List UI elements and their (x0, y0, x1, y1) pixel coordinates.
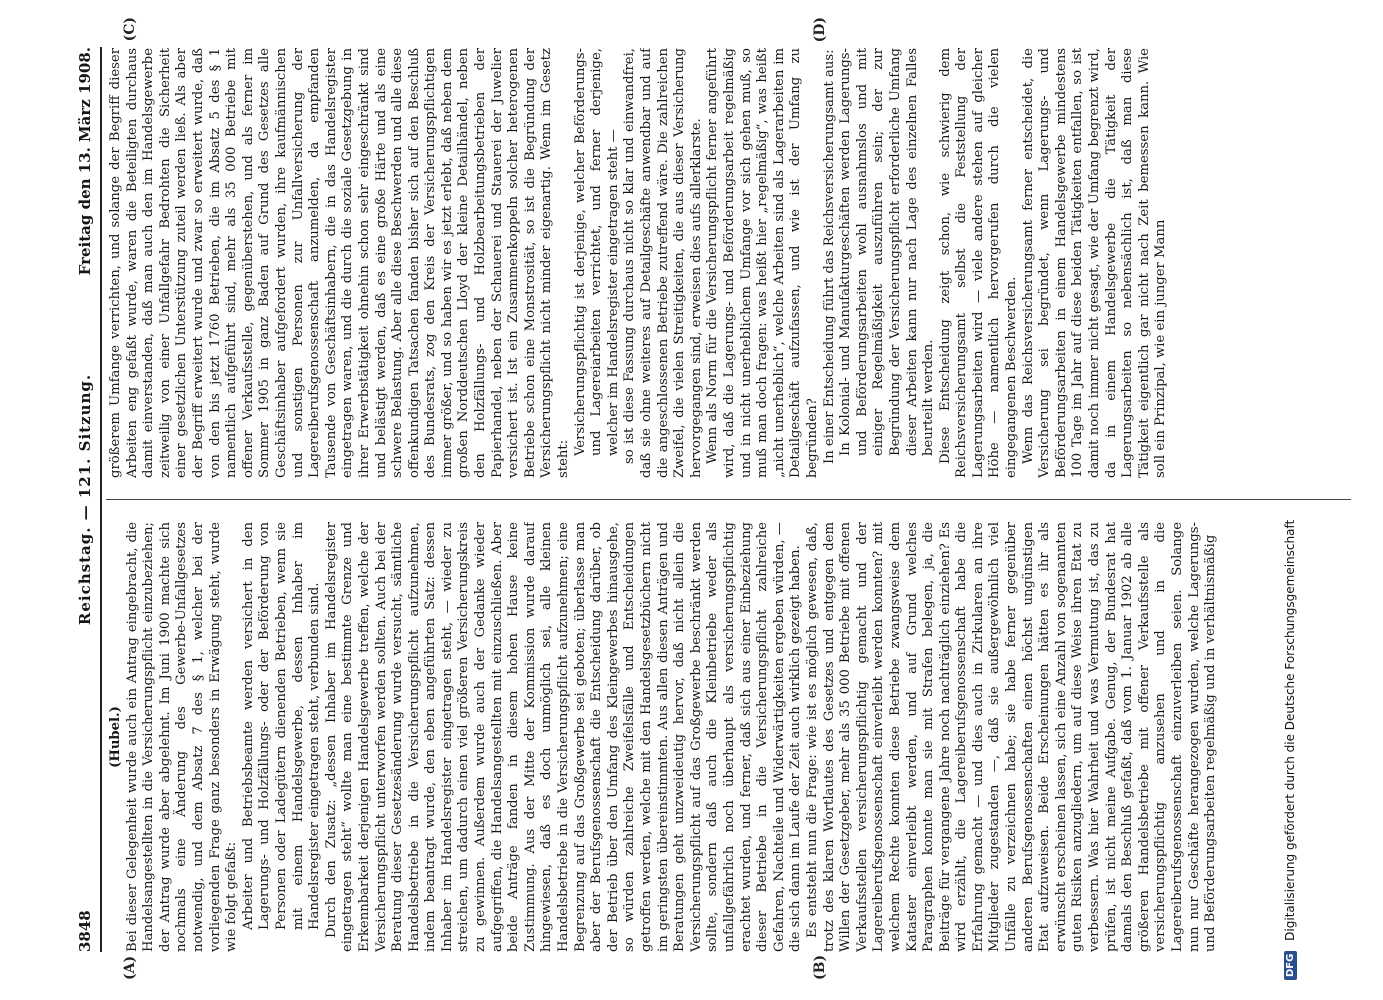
paragraph: Bei dieser Gelegenheit wurde auch ein Antrag eingebracht, die Handelsangestellten in die Versicherungspflicht einzubeziehen; der Antrag wurde aber abgelehnt. Im Juni 1900 machte sich nochmals eine Änderung des Gewerbe-Unfallgesetzes notwendig, und dem Absatz 7 des § 1, welcher bei der vorliegenden Frage ganz besonders in Erwägung steht, wurde wie folgt gefaßt: (124, 522, 240, 952)
paragraph: Diese Entscheidung zeigt schon, wie schwierig dem Reichsversicherungsamt selbst die Feststellung der Lagerungsarbeiten wird — viele andere stehen auf gleicher Höhe — namentlich hervorgerufen durch die vielen eingegangenen Beschwerden. (937, 48, 1020, 478)
quoted-law-text: Versicherungspflichtig ist derjenige, welcher Beförderungs- und Lagereiarbeiten verrichtet, und ferner derjenige, welcher im Handelsregister eingetragen steht — (572, 48, 621, 456)
digitization-credit (1283, 20, 1305, 980)
quoted-decision-text: In Kolonial- und Manufakturgeschäften werden Lagerungs- und Beförderungsarbeiten wohl ausnahmslos und mit einiger Regelmäßigkeit auszuführen sein; der zur Begründung der Versicherungspflicht erforderliche Umfang dieser Arbeiten kann nur nach Lage des einzelnen Falles beurteilt werden. (838, 48, 937, 456)
margin-marker-a: (A) (122, 955, 138, 980)
dfg-logo: DFG (1284, 951, 1297, 980)
left-column (108, 519, 1348, 952)
paragraph: größerem Umfange verrichten, und solange der Begriff dieser Arbeiten eng gefaßt wurde, waren die Beteiligten durchaus damit einverstanden, daß man auch den im Handelsgewerbe zeitweilig von einer Unfallgefahr Bedrohten die Sicherheit einer gesetzlichen Unterstützung zuteil werden ließ. Als aber der Begriff erweitert wurde und zwar so erweitert wurde, daß von den bis jetzt 1760 Betrieben, die im Absatz 5 des § 1 namentlich aufgeführt sind, mehr als 35 000 Betriebe mit offener Verkaufsstelle, gegenüberstehen, und als ferner im Sommer 1905 in ganz Baden auf Grund des Gesetzes alle Geschäftsinhaber aufgefordert wurden, ihre kaufmännischen und sonstigen Personen zur Unfallversicherung der Lagereiberufsgenossenschaft anzumelden, da empfanden Tausende von Geschäftsinhabern, die in das Handelsregister eingetragen waren, und die durch die soziale Gesetzgebung in ihrer Erwerbstätigkeit ohnehin schon sehr eingeschränkt sind und belästigt werden, daß es eine große Härte und als eine schwere Belastung. Aber alle diese Beschwerden und alle diese offenkundigen Tatsachen fanden bisher sich auf den Beschluß des Bundesrats, zog den Kreis der Versicherungspflichtigen immer größer, und so haben wir es jetzt erlebt, daß neben dem großen Norddeutschen Lloyd der kleine Detailhändel, neben den Holzfällungs- und Holzbearbeitungsbetrieben der Papierhandel, neben der Schauerei und Stauerei der Juwelier versichert ist. Ist ein Zusammenkoppeln solcher heterogenen Betriebe schon eine Monstrosität, so ist die Begründung der Versicherungspflicht nicht minder eigenartig. Wenn im Gesetz steht: (108, 48, 572, 478)
paragraph: In einer Entscheidung führt das Reichsversicherungsamt aus: (821, 49, 837, 464)
paragraph: Durch den Zusatz: „dessen Inhaber im Handelsregister eingetragen steht“ wollte man eine bestimmte Grenze und Erkennbarkeit derjenigen Handelsgewerbe treffen, welche der Versicherungspflicht unterworfen werden sollten. Auch bei der Beratung dieser Gesetzesänderung wurde versucht, sämtliche Handelsbetriebe in die Versicherungspflicht aufzunehmen, indem beantragt wurde, den eben angeführten Satz: dessen Inhaber im Handelsregister eingetragen steht, — wieder zu streichen, um dadurch einen viel größeren Versicherungskreis zu gewinnen. Außerdem wurde auch der Gedanke wieder aufgegriffen, die Handelsangestellten mit einzuschließen. Aber beide Anträge fanden in diesem hohen Hause keine Zustimmung. Aus der Mitte der Kommission wurde darauf hingewiesen, daß es doch unmöglich sei, alle kleinen Handelsbetriebe in die Versicherungspflicht aufzunehmen; eine Begrenzung auf das Großgewerbe sei geboten; überlasse man aber der Berufsgenossenschaft die Entscheidung darüber, ob der Betrieb über den Umfang des Kleingewerbes hinausgehe, so würden zahlreiche Zweifelsfälle und Entscheidungen getroffen werden, welche mit den Handelsgesetzbüchern nicht im geringsten übereinstimmten. Aus allen diesen Anträgen und Beratungen geht unzweideutig hervor, daß nicht allein die Versicherungspflicht auf das Großgewerbe beschränkt werden sollte, sondern daß auch die Kleinbetriebe weder als unfallgefährlich noch überhaupt als versicherungspflichtig erachtet wurden, und ferner, daß sich aus einer Einbeziehung dieser Betriebe in die Versicherungspflicht zahlreiche Gefahren, Nachteile und Widerwärtigkeiten ergeben würden, — die sich dann im Laufe der Zeit auch wirklich gezeigt haben. (323, 522, 804, 952)
page-number: 3848 (76, 910, 94, 952)
right-column (108, 48, 1348, 478)
margin-marker-c: (C) (122, 17, 138, 42)
credit-text: Digitalisierung gefördert durch die Deutsche Forschungsgemeinschaft (1283, 519, 1297, 941)
column-divider (106, 499, 1351, 500)
page-title: Reichstag. — 121. Sitzung. (76, 373, 94, 626)
page-header (70, 47, 102, 952)
quoted-law-text: Arbeiter und Betriebsbeamte werden versichert in den Lagerungs- und Holzfällungs- oder der Beförderung von Personen oder Ladegütern dienenden Betrieben, wenn sie mit einem Handelsgewerbe, dessen Inhaber im Handelsregister eingetragen steht, verbunden sind. (240, 522, 323, 930)
paragraph: Wenn als Norm für die Versicherungspflicht ferner angeführt wird, daß die Lagerungs- und Beförderungsarbeit regelmäßig und in nicht unerheblichem Umfange vor sich gehen muß, so muß man doch fragen: was heißt hier „regelmäßig“, was heißt „nicht unerheblich“, welche Arbeiten sind als Lagerarbeiten im Detailgeschäft aufzufassen, und wie ist der Umfang zu begründen? (705, 48, 820, 478)
paragraph: Wenn das Reichsversicherungsamt ferner entscheidet, die Versicherung sei begründet, wenn Lagerungs- und Beförderungsarbeiten in einem Handelsgewerbe mindestens 100 Tage im Jahr auf diese beiden Tätigkeiten entfallen, so ist damit noch immer nicht gesagt, wie der Umfang begrenzt wird, da in einem Handelsgewerbe die Tätigkeit der Lagerungsarbeiten so nebensächlich ist, daß man diese Tätigkeit eigentlich gar nicht nach Zeit bemessen kann. Wie soll ein Prinzipal, wie ein junger Mann (1020, 48, 1169, 478)
paragraph: so ist diese Fassung durchaus nicht so klar und einwandfrei, daß sie ohne weiteres auf Detailgeschäfte anwendbar und auf die angeschlossenen Betriebe zutreffend wäre. Die zahlreichen Zweifel, die vielen Streitigkeiten, die aus dieser Versicherung hervorgegangen sind, erweisen dies aufs allerklarste. (622, 48, 704, 478)
page-date: Freitag den 13. März 1908. (76, 47, 94, 276)
margin-marker-b: (B) (812, 954, 828, 980)
paragraph: Es entsteht nun die Frage: wie ist es möglich gewesen, daß, trotz des klaren Wortlautes des Gesetzes und entgegen dem Willen der Gesetzgeber, mehr als 35 000 Betriebe mit offenen Verkaufsstellen versicherungspflichtig gemacht und der Lagereiberufsgenossenschaft einverleibt werden konnten? mit welchem Rechte konnten diese Betriebe zwangsweise dem Kataster einverleibt werden, und auf Grund welches Paragraphen konnte man sie mit Strafen belegen, ja, die Beiträge für vergangene Jahre noch nachträglich einziehen? Es wird erzählt, die Lagereiberufsgenossenschaft habe die Erfahrung gemacht — und dies auch in Zirkularen an ihre Mitglieder zugestanden —, daß sie außergewöhnlich viel Unfälle zu verzeichnen habe; sie habe ferner gegenüber anderen Berufsgenossenschaften einen höchst ungünstigen Etat aufzuweisen. Beide Erscheinungen hätten es ihr als erwünscht erscheinen lassen, sich eine Anzahl von sogenannten guten Risiken anzugliedern, um auf diese Weise ihren Etat zu verbessern. Was hier Wahrheit und was Vermutung ist, das zu prüfen, ist nicht meine Aufgabe. Genug, der Bundesrat hat damals den Beschluß gefaßt, daß vom 1. Januar 1902 ab alle größeren Handelsbetriebe mit offener Verkaufsstelle als versicherungspflichtig anzusehen und in die Lagereiberufsgenossenschaft einzuverleiben seien. Solange nun nur Geschäfte herangezogen wurden, welche Lagerungs- und Beförderungsarbeiten regelmäßig und in verhältnismäßig (804, 522, 1219, 952)
margin-marker-d: (D) (812, 17, 828, 43)
speaker-name: (Hubel.) (108, 706, 123, 768)
